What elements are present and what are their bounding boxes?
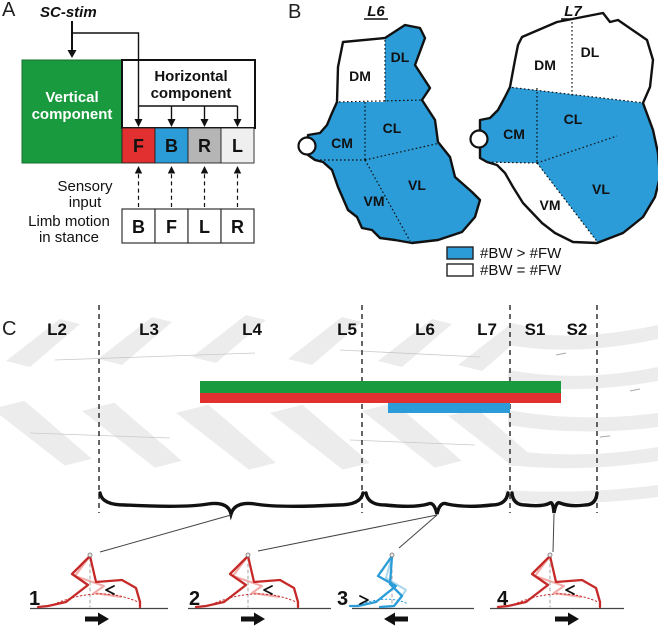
legend-swatch-bw-gt-fw [447,247,473,259]
vertical-component-line1: Vertical [45,89,99,106]
section-l7-title: L7 [564,3,582,20]
l6-label-vm: VM [363,193,385,209]
direction-arrow-left-icon [384,613,408,626]
limb-figure-red [196,553,298,607]
component-boxes [122,128,254,163]
vertical-component-line2: component [31,106,113,123]
panel-a-label: A [2,0,16,21]
panel-b-legend [447,245,562,279]
l6-region-dm-fill [320,18,385,102]
segment-label-s2: S2 [566,320,588,339]
limb-drawing-3 [337,553,474,626]
l6-label-dm: DM [349,68,371,84]
legend-swatch-bw-eq-fw [447,264,473,276]
limb-figure-red [498,553,600,607]
blue-extent-bar [388,403,510,413]
l7-central-canal [471,131,488,148]
legend-label-bw-eq-fw: #BW = #FW [480,262,562,279]
segment-label-s1: S1 [524,320,546,339]
direction-arrow-right-icon [85,613,109,626]
horizontal-component-line1: Horizontal [154,68,228,85]
green-extent-bar [200,381,561,393]
sc-stim-arrow-icon [68,21,77,58]
limb-box-letter-r: R [231,217,244,237]
component-letter-b: B [165,136,178,156]
segment-label-l3: L3 [139,320,159,339]
component-letter-f: F [133,136,144,156]
brace-connectors [100,514,554,552]
limb-drawing-4 [490,553,624,626]
section-l6 [299,3,481,243]
segment-label-l6: L6 [415,320,435,339]
direction-arrow-right-icon [555,613,579,626]
l6-label-vl: VL [408,177,426,193]
component-letter-l: L [232,136,243,156]
l6-central-canal [299,138,316,155]
limb-2-number: 2 [189,588,201,610]
limb-1-number: 1 [29,588,41,610]
l7-label-vl: VL [592,181,610,197]
section-l6-title: L6 [367,3,385,20]
segment-label-l7: L7 [477,320,497,339]
l7-label-cm: CM [503,126,525,142]
l7-label-dm: DM [534,57,556,73]
segment-label-l2: L2 [47,320,67,339]
sensory-arrows [139,173,238,207]
limb-box-letter-b: B [132,217,145,237]
sensory-input-line2: input [68,194,102,211]
horizontal-component-line2: component [150,85,232,102]
legend-label-bw-gt-fw: #BW > #FW [480,245,562,262]
sensory-input-line1: Sensory [57,178,113,195]
panel-c [0,295,658,629]
sensory-arrowheads [135,166,241,174]
sc-stim-label: SC-stim [40,4,97,21]
limb-3-number: 3 [337,588,349,610]
segment-label-l5: L5 [337,320,357,339]
panel-b-label: B [288,1,302,23]
limb-box-letter-f: F [166,217,177,237]
segment-label-l4: L4 [242,320,262,339]
limb-figure-blue [350,553,408,607]
direction-arrow-right-icon [241,613,265,626]
brace-l2-l5 [100,493,363,514]
limb-4-number: 4 [497,588,509,610]
limb-box-letter-l: L [199,217,210,237]
panel-b [280,0,658,295]
panel-a [0,0,280,295]
l6-label-cl: CL [382,120,402,136]
section-l7 [460,3,658,244]
l6-label-dl: DL [390,49,410,65]
limb-motion-boxes [122,209,254,243]
l7-label-dl: DL [580,44,600,60]
limb-figure-red [38,553,140,607]
limb-motion-line1: Limb motion [28,213,110,230]
component-letter-r: R [198,136,211,156]
red-extent-bar [200,393,561,403]
panel-c-label: C [2,318,17,340]
l6-label-cm: CM [331,135,353,151]
limb-drawing-1 [29,553,168,626]
limb-motion-line2: in stance [38,229,100,246]
limb-drawing-2 [188,553,331,626]
brace-l6-l7 [366,493,508,514]
l7-label-cl: CL [563,111,583,127]
l7-label-vm: VM [539,197,561,213]
